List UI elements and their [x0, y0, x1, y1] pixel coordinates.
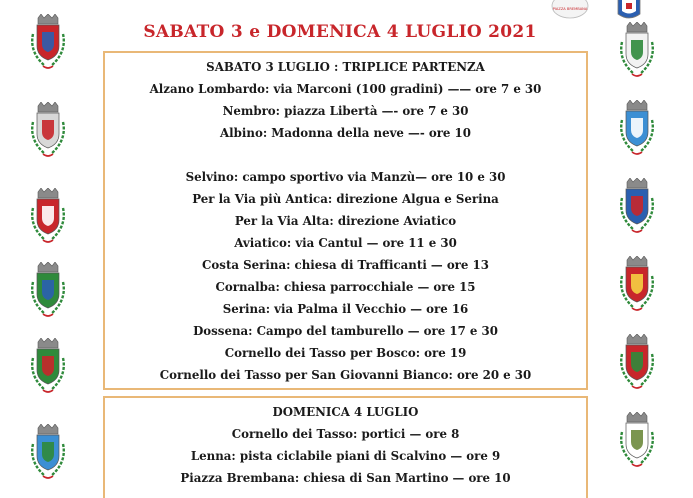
schedule-line: Serina: via Palma il Vecchio — ore 16: [222, 302, 469, 316]
schedule-line: Albino: Madonna della neve —- ore 10: [220, 126, 471, 140]
crest-white-tower-icon: [614, 22, 660, 82]
crest-green-red-icon: [25, 338, 71, 398]
schedule-line: Cornalba: chiesa parrocchiale — ore 15: [215, 280, 476, 294]
schedule-line: Nembro: piazza Libertà —- ore 7 e 30: [222, 104, 469, 118]
schedule-line: Piazza Brembana: chiesa di San Martino — ore 10: [180, 471, 511, 485]
saturday-schedule-box: [103, 51, 588, 390]
schedule-gap: [105, 144, 586, 166]
schedule-line: Aviatico: via Cantul — ore 11 e 30: [234, 236, 457, 250]
schedule-line: Lenna: pista ciclabile piani di Scalvino — ore 9: [190, 449, 501, 463]
schedule-line: Alzano Lombardo: via Marconi (100 gradini) —— ore 7 e 30: [149, 82, 542, 96]
crest-divided-icon: [614, 178, 660, 238]
schedule-line: Dossena: Campo del tamburello — ore 17 e 30: [193, 324, 498, 338]
sunday-title: DOMENICA 4 LUGLIO: [272, 405, 419, 419]
crest-red-white-icon: [25, 188, 71, 248]
crest-eagle-icon: [614, 334, 660, 394]
crest-blue-tree-icon: [25, 424, 71, 484]
logo-text: PIAZZA BREMBANA: [552, 7, 588, 11]
crest-green-blue-icon: [25, 262, 71, 322]
schedule-line: Per la Via più Antica: direzione Algua e Serina: [192, 192, 499, 206]
schedule-line: Per la Via Alta: direzione Aviatico: [234, 214, 457, 228]
schedule-line: Cornello dei Tasso per San Giovanni Bianco: ore 20 e 30: [159, 368, 532, 382]
schedule-line: Costa Serina: chiesa di Trafficanti — ore 13: [202, 258, 489, 272]
event-heading: SABATO 3 e DOMENICA 4 LUGLIO 2021: [143, 22, 537, 42]
schedule-line: Cornello dei Tasso per Bosco: ore 19: [224, 346, 467, 360]
crest-blue-diagonal-icon: [614, 100, 660, 160]
schedule-line: Selvino: campo sportivo via Manzù— ore 10 e 30: [185, 170, 506, 184]
crest-grey-lion-icon: [25, 102, 71, 162]
crest-tree-grey-icon: [614, 412, 660, 472]
saturday-title: SABATO 3 LUGLIO : TRIPLICE PARTENZA: [206, 60, 485, 74]
schedule-line: Cornello dei Tasso: portici — ore 8: [231, 427, 460, 441]
sunday-schedule-box: [103, 396, 588, 498]
crest-red-lion-icon: [25, 14, 71, 74]
municipal-logo: [548, 0, 643, 24]
crest-red-mountain-icon: [614, 256, 660, 316]
